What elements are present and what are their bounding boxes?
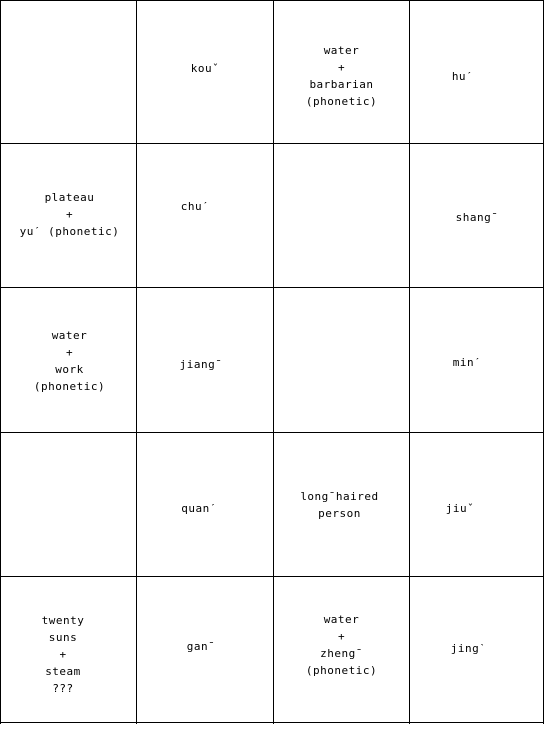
card-text-line: + <box>65 207 74 221</box>
card-cell <box>137 577 265 715</box>
card-text-line: steam <box>45 665 81 678</box>
card-text-line: chuˊ <box>180 199 210 213</box>
card-text-line: water <box>323 44 360 57</box>
card-cell <box>274 144 409 287</box>
card-text-line: (phonetic) <box>33 380 106 393</box>
card-text-line: shang¯ <box>455 211 499 224</box>
card-text-line: plateau <box>44 190 95 204</box>
card-cell <box>274 577 409 713</box>
card-cell <box>137 433 261 583</box>
card-text-line: (phonetic) <box>305 95 378 108</box>
card-text-line: jingˋ <box>450 642 487 655</box>
card-text-line: long¯haired <box>300 490 379 503</box>
card-text-line: jiuˇ <box>445 501 475 515</box>
card-cell <box>0 288 139 434</box>
card-text-line: suns <box>48 631 78 644</box>
card-cell <box>274 288 409 432</box>
card-text-line: twenty <box>41 614 85 627</box>
card-cell <box>0 144 139 284</box>
card-text-line: quanˊ <box>181 501 217 515</box>
card-text-line: gan¯ <box>186 639 216 653</box>
card-text-line: + <box>65 346 74 359</box>
card-cell <box>410 577 527 720</box>
card-cell <box>410 0 515 152</box>
card-text-line: kouˇ <box>190 61 220 75</box>
card-text-line: person <box>318 507 361 520</box>
card-text-line: huˊ <box>451 69 474 83</box>
card-text-line: (phonetic) <box>305 664 378 677</box>
card-text-line: water <box>51 329 88 342</box>
card-cell <box>274 433 405 577</box>
card-text-line: + <box>337 61 346 74</box>
card-text-line: jiang¯ <box>179 357 223 371</box>
card-text-line: + <box>59 648 67 661</box>
card-cell <box>0 577 126 732</box>
card-cell <box>274 0 409 152</box>
card-cell <box>410 433 510 583</box>
card-cell <box>410 288 524 436</box>
card-cell <box>137 0 273 136</box>
card-text-line: ??? <box>52 682 74 695</box>
card-text-line: + <box>337 630 346 643</box>
card-cell <box>410 144 544 291</box>
card-text-line: barbarian <box>309 78 374 91</box>
card-text-line: work <box>55 363 84 376</box>
card-text-line: zheng¯ <box>320 647 363 660</box>
card-text-line: minˊ <box>452 355 482 369</box>
card-cell <box>0 0 136 143</box>
card-cell <box>137 144 253 268</box>
card-cell <box>137 288 265 440</box>
card-text-line: yuˊ (phonetic) <box>19 224 120 238</box>
card-text-line: water <box>323 613 360 626</box>
card-cell <box>0 433 136 576</box>
